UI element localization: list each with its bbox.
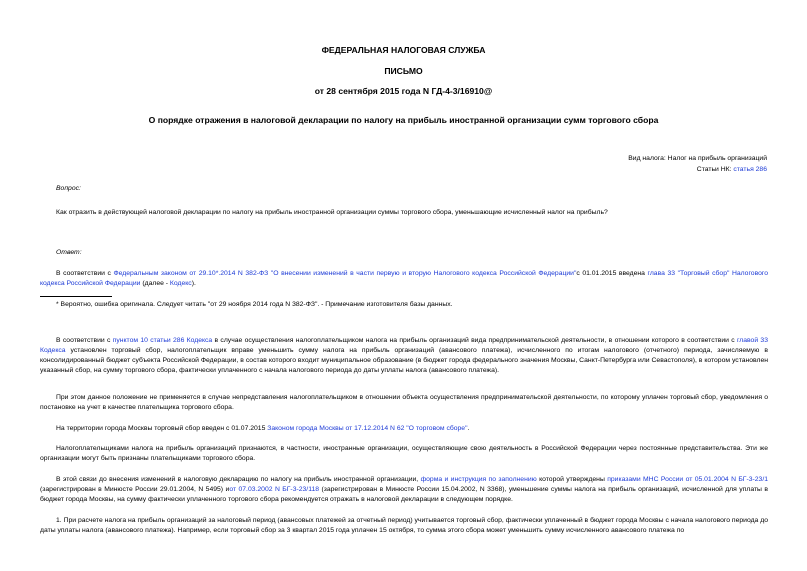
p6-text-3: (зарегистрирован в Минюсте России 29.01.2004, N 5495) [40, 486, 226, 493]
p2-text-3: установлен торговый сбор, налогоплательщик вправе уменьшить сумму налога на прибыль организаций (авансового платежа), исчисленного по итогам налогового (отчетного) периода, зачисляемую в консолидированный бюджет субъекта Российской Федерации, в состав которого входит муниципальное образование (в бюджет города федерального значения Москвы, Санкт-Петербурга или Севастополя), в котором установлен указанный сбор, на сумму торгового сбора, фактически уплаченного с начала налогового периода до даты уплаты налога (авансового платежа). [40, 347, 768, 374]
document-title: О порядке отражения в налоговой декларации по налогу на прибыль иностранной организации сумм торгового сбора [148, 115, 659, 125]
p4-text-1: На территории города Москвы торговый сбор введен с 01.07.2015 [56, 425, 268, 432]
paragraph-5: Налогоплательщиками налога на прибыль организаций признаются, в частности, иностранные организации, осуществляющие свою деятельность в Российской Федерации через постоянные представительства. Эти же организации могут быть признаны плательщиками торгового сбора. [40, 445, 768, 462]
p1-text-1: В соответствии с [56, 270, 114, 277]
paragraph-1 [40, 269, 768, 289]
article-286-p10-link[interactable]: пунктом 10 статьи 286 Кодекса [112, 337, 213, 344]
moscow-law-62-link[interactable]: Законом города Москвы от 17.12.2014 N 62 "О торговом сборе" [267, 425, 468, 432]
federal-law-382-link[interactable]: Федеральным законом от 29.10*.2014 N 382-ФЗ "О внесении изменений в части первую и вторую Налогового кодекса Российской Федерации" [113, 270, 577, 277]
article-286-link[interactable]: статья 286 [733, 166, 767, 173]
question-text: Как отразить в действующей налоговой декларации по налогу на прибыль иностранной организации суммы торгового сбора, уменьшающие исчисленный налог на прибыль? [56, 209, 608, 216]
p4-text-2: . [467, 425, 470, 432]
mns-order-2002-link[interactable]: от 07.03.2002 N БГ-3-23/118 [229, 486, 320, 493]
p2-text-2: в случае осуществления налогоплательщиком налога на прибыль организаций вида предпринимательской деятельности, в отношении которого в соответствии с [212, 337, 737, 344]
code-link[interactable]: Кодекс [169, 280, 192, 287]
question-label: Вопрос: [56, 185, 81, 192]
p1-text-2: с 01.01.2015 введена [576, 270, 648, 277]
footnote: * Вероятно, ошибка оригинала. Следует читать "от 29 ноября 2014 года N 382-ФЗ". - Примечание изготовителя базы данных. [56, 301, 453, 308]
p6-text-2: которой утверждены [536, 476, 608, 483]
chapter-33-code-link[interactable]: главой 33 Кодекса [40, 337, 768, 354]
p1-text-3: (далее - [140, 280, 170, 287]
tax-code-articles [697, 166, 767, 173]
p6-and: и [225, 486, 230, 493]
document-type: ПИСЬМО [384, 66, 423, 76]
answer-label: Ответ: [56, 249, 82, 256]
paragraph-6 [40, 475, 768, 505]
footnote-divider [40, 296, 112, 297]
p1-text-4: ). [191, 280, 196, 287]
document-date-number: от 28 сентября 2015 года N ГД-4-3/16910@ [314, 86, 493, 96]
paragraph-4 [40, 424, 768, 434]
p6-text-4: (зарегистрирован в Минюсте России 15.04.2002, N 3368), уменьшение суммы налога на прибыль организаций, исчисленной для уплаты в бюджет города Москвы, на сумму фактически уплаченного торгового сбора рекомендуется отражать в налоговой декларации в следующем порядке. [40, 486, 768, 503]
p2-text-1: В соответствии с [56, 337, 113, 344]
paragraph-2 [40, 336, 768, 376]
paragraph-3: При этом данное положение не применяется в случае непредставления налогоплательщиком в отношении объекта осуществления предпринимательской деятельности, по которому уплачен торговый сбор, уведомления о постановке на учет в качестве плательщика торгового сбора. [40, 394, 768, 411]
p6-text-1: В этой связи до внесения изменений в налоговую декларацию по налогу на прибыль иностранной организации, [56, 476, 421, 483]
form-instruction-link[interactable]: форма и инструкция по заполнению [420, 476, 537, 483]
mns-order-2004-link[interactable]: приказами МНС России от 05.01.2004 N БГ-3-23/1 [607, 476, 769, 483]
articles-label: Статьи НК: [696, 166, 734, 173]
tax-type: Вид налога: Налог на прибыль организаций [628, 155, 767, 162]
paragraph-7: 1. При расчете налога на прибыль организаций за налоговый период (авансовых платежей за отчетный период) учитывается торговый сбор, фактически уплаченный в бюджет города Москвы с начала налогового периода до даты уплаты налога (авансового платежа). Например, если торговый сбор за 3 квартал 2015 года уплачен 15 октября, то сумма этого сбора может уменьшить сумму исчисленного авансового платежа по [40, 517, 768, 534]
agency-heading: ФЕДЕРАЛЬНАЯ НАЛОГОВАЯ СЛУЖБА [321, 45, 486, 55]
chapter-33-link[interactable]: глава 33 "Торговый сбор" Налогового кодекса Российской Федерации [40, 270, 768, 287]
